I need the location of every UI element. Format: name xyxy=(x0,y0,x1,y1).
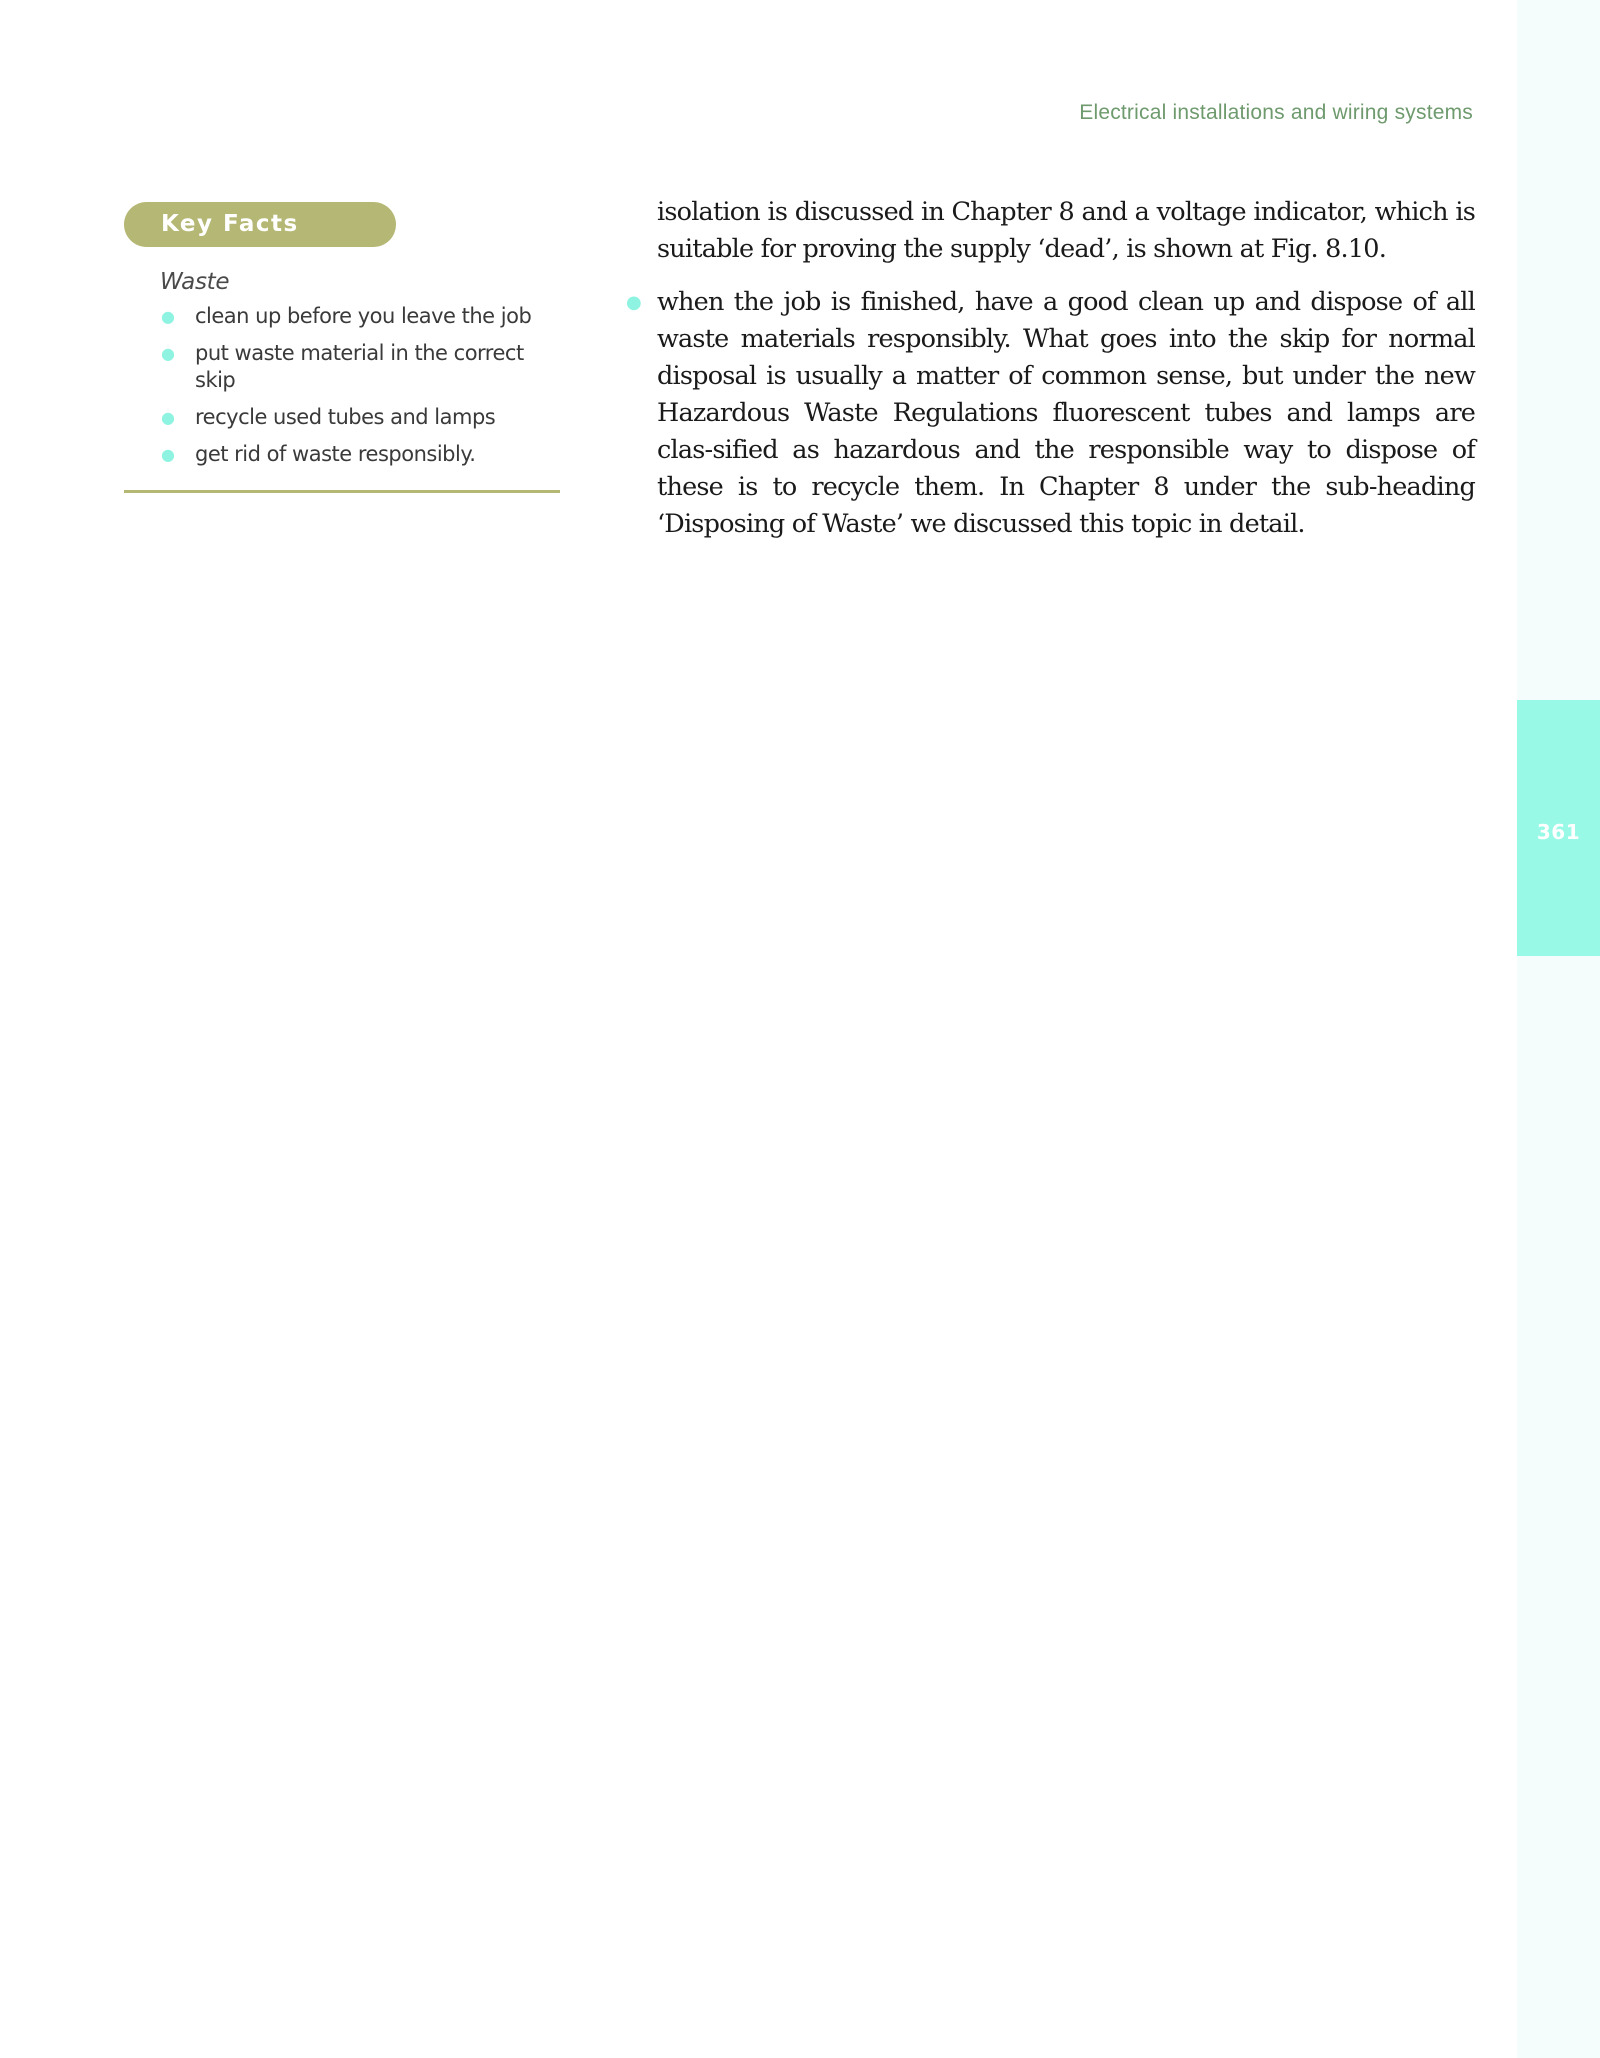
list-item xyxy=(124,404,561,431)
key-facts-list xyxy=(124,303,561,468)
list-item-text: recycle used tubes and lamps xyxy=(195,405,496,429)
key-facts-divider xyxy=(124,490,560,493)
body-paragraph: isolation is discussed in Chapter 8 and a voltage indicator, which is suitable for proving the supply ‘dead’, is shown at Fig. 8.10. xyxy=(657,197,1475,264)
bullet-icon: ● xyxy=(161,445,175,464)
body-bullet-item xyxy=(626,284,1475,543)
list-item xyxy=(124,441,561,468)
list-item xyxy=(124,340,561,394)
body-bullet-text: when the job is finished, have a good clean up and dispose of all waste materials responsibly. What goes into the skip for normal disposal is usually a matter of common sense, but under the new Hazardous Waste Regulations fluorescent tubes and lamps are clas-sified as hazardous and the responsible way to dispose of these is to recycle them. In Chapter 8 under the sub-heading ‘Disposing of Waste’ we discussed this topic in detail. xyxy=(657,287,1475,539)
bullet-icon: ● xyxy=(161,408,175,427)
running-header: Electrical installations and wiring systems xyxy=(1079,101,1473,124)
key-facts-box xyxy=(124,202,561,493)
bullet-icon: ● xyxy=(161,307,175,326)
page-number: 361 xyxy=(1536,820,1581,844)
list-item-text: get rid of waste responsibly. xyxy=(195,442,476,466)
bullet-icon: ● xyxy=(626,292,641,313)
list-item-text: put waste material in the correct skip xyxy=(195,341,524,392)
bullet-icon: ● xyxy=(161,344,175,363)
key-facts-heading: Waste xyxy=(160,269,230,295)
list-item xyxy=(124,303,561,330)
list-item-text: clean up before you leave the job xyxy=(195,304,532,328)
body-text xyxy=(626,194,1475,559)
page-edge-strip xyxy=(1517,0,1600,2058)
key-facts-badge: Key Facts xyxy=(124,202,396,247)
